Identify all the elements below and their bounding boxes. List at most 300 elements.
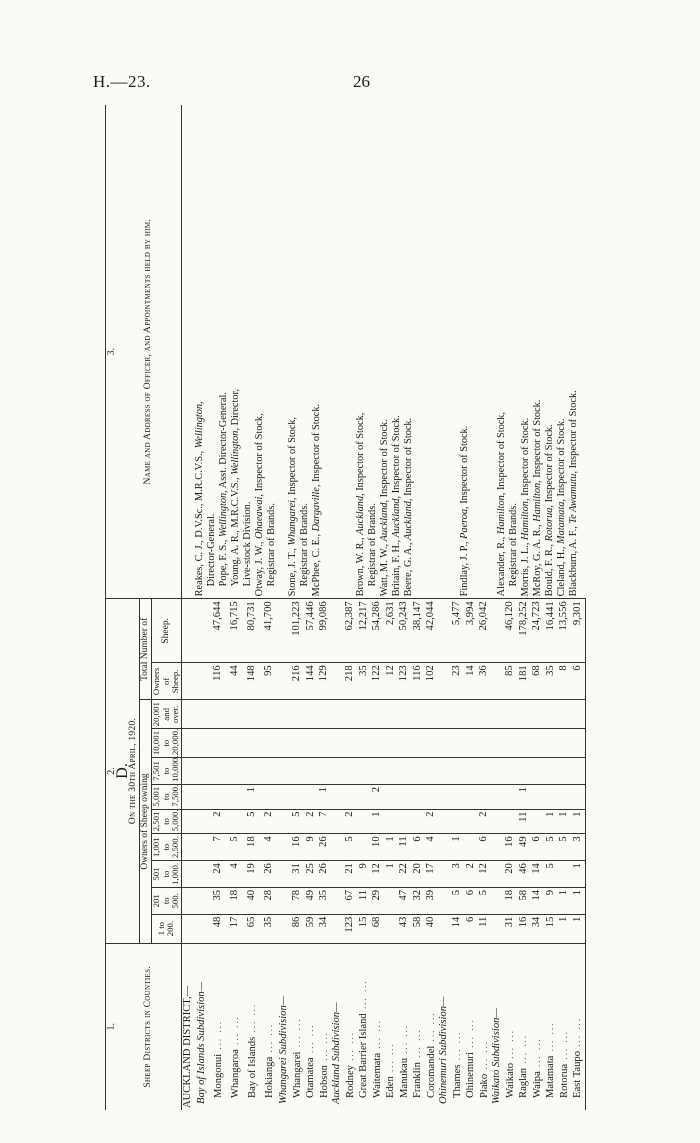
owners-count-cell bbox=[451, 784, 465, 809]
empty-cell bbox=[331, 887, 344, 914]
owners-count-cell bbox=[478, 700, 492, 729]
district-name-cell bbox=[291, 943, 305, 1110]
district-name: Otamatea bbox=[305, 1057, 316, 1098]
district-name: Whangarei bbox=[291, 1051, 303, 1098]
owners-count-cell: 2 bbox=[478, 809, 492, 834]
district-name-cell bbox=[558, 943, 572, 1110]
owners-count-cell: 2 bbox=[344, 809, 358, 834]
owners-count-cell: 65 bbox=[244, 914, 261, 943]
owners-count-cell: 32 bbox=[411, 887, 425, 914]
owners-count-cell bbox=[244, 758, 261, 785]
district-name-cell bbox=[478, 943, 492, 1110]
owners-count-cell: 12 bbox=[478, 861, 492, 888]
total-sheep-cell: 2,631 bbox=[384, 599, 398, 663]
owners-count-cell bbox=[398, 809, 412, 834]
total-sheep-cell: 101,223 bbox=[291, 599, 305, 663]
section-letter-row bbox=[117, 105, 140, 1110]
district-name-cell bbox=[571, 943, 585, 1110]
owners-count-cell bbox=[210, 700, 227, 729]
district-name: Piako bbox=[478, 1073, 490, 1098]
district-name: Waikato bbox=[504, 1062, 516, 1098]
owners-count-cell bbox=[398, 729, 412, 758]
total-sheep-cell: 26,042 bbox=[478, 599, 492, 663]
leader-dots: ... ... bbox=[318, 1031, 329, 1066]
total-owners-cell: 8 bbox=[558, 663, 572, 700]
empty-cell bbox=[331, 809, 344, 834]
owners-col: Owners of Sheep. bbox=[152, 663, 182, 700]
owners-count-cell bbox=[531, 784, 545, 809]
empty-cell bbox=[491, 834, 504, 861]
empty-cell bbox=[331, 599, 344, 663]
empty-cell bbox=[194, 887, 210, 914]
owners-count-cell: 3 bbox=[451, 861, 465, 888]
owners-count-cell bbox=[318, 729, 332, 758]
owners-count-cell: 11 bbox=[398, 834, 412, 861]
officer-line: Registrar of Brands. bbox=[266, 503, 277, 587]
total-sheep-cell: 178,252 bbox=[517, 599, 531, 663]
empty-cell bbox=[278, 700, 291, 729]
officer-line: Bould, F. R., Rotorua, Inspector of Stock. bbox=[544, 424, 555, 597]
leader-dots: ... ... bbox=[478, 1039, 489, 1074]
empty-cell bbox=[194, 599, 210, 663]
owners-count-cell bbox=[464, 729, 478, 758]
owners-count-cell bbox=[357, 834, 371, 861]
owners-count-cell bbox=[531, 700, 545, 729]
owners-count-cell: 20 bbox=[504, 861, 518, 888]
owners-count-cell bbox=[244, 700, 261, 729]
owners-count-cell: 1 bbox=[318, 784, 332, 809]
empty-cell bbox=[491, 914, 504, 943]
owners-count-cell: 35 bbox=[210, 887, 227, 914]
total-sheep-cell: 54,286 bbox=[371, 599, 385, 663]
officer-line: Morris, J. L., Hamilton, Inspector of Stock. bbox=[520, 417, 531, 597]
total-sheep-cell: 5,477 bbox=[451, 599, 465, 663]
owners-count-cell bbox=[571, 758, 585, 785]
owners-count-cell bbox=[504, 784, 518, 809]
owners-count-cell: 15 bbox=[544, 914, 558, 943]
owners-count-cell bbox=[464, 758, 478, 785]
owners-count-cell: 7 bbox=[210, 834, 227, 861]
owners-count-cell bbox=[425, 729, 439, 758]
owners-count-cell bbox=[291, 729, 305, 758]
district-name-cell bbox=[517, 943, 531, 1110]
owners-count-cell bbox=[261, 729, 278, 758]
owners-count-cell: 2 bbox=[425, 809, 439, 834]
total-sheep-cell: 62,387 bbox=[344, 599, 358, 663]
owners-count-cell bbox=[357, 784, 371, 809]
officer-line: Findlay, J. P., Paeroa, Inspector of Stock. bbox=[458, 425, 470, 597]
owners-count-cell: 7 bbox=[318, 809, 332, 834]
table-body bbox=[181, 105, 585, 1110]
owners-count-cell bbox=[531, 758, 545, 785]
owners-count-cell: 35 bbox=[318, 887, 332, 914]
owners-count-cell: 39 bbox=[425, 887, 439, 914]
rotated-table-container bbox=[105, 105, 635, 1110]
owners-count-cell bbox=[384, 700, 398, 729]
owners-count-cell: 11 bbox=[357, 887, 371, 914]
leader-dots: ... ... bbox=[263, 1022, 274, 1057]
owners-count-cell bbox=[227, 729, 244, 758]
owners-count-cell: 35 bbox=[261, 914, 278, 943]
owners-count-cell bbox=[544, 758, 558, 785]
leader-dots: ... ... bbox=[425, 1011, 436, 1046]
owners-count-cell: 1 bbox=[558, 809, 572, 834]
total-owners-cell: 181 bbox=[517, 663, 531, 700]
owners-count-cell: 20 bbox=[411, 861, 425, 888]
owners-count-cell bbox=[227, 809, 244, 834]
empty-cell bbox=[278, 758, 291, 785]
owners-header: Owners of Sheep owning bbox=[140, 700, 152, 943]
district-name-cell bbox=[261, 943, 278, 1110]
total-sheep-cell: 47,644 bbox=[210, 599, 227, 663]
owners-count-cell bbox=[464, 809, 478, 834]
owners-count-cell: 25 bbox=[304, 861, 318, 888]
subdivision-row bbox=[331, 105, 344, 1110]
district-name-cell bbox=[531, 943, 545, 1110]
owners-count-cell: 43 bbox=[398, 914, 412, 943]
empty-cell bbox=[331, 861, 344, 888]
owners-count-cell: 19 bbox=[244, 861, 261, 888]
officer-line: Britain, F. H., Auckland, Inspector of Stock. bbox=[390, 415, 402, 597]
empty-cell bbox=[278, 809, 291, 834]
district-name-cell bbox=[398, 943, 412, 1110]
owners-count-cell: 18 bbox=[504, 887, 518, 914]
report-code: H.—23. bbox=[93, 72, 151, 91]
owners-count-cell bbox=[384, 784, 398, 809]
owners-count-cell: 16 bbox=[517, 914, 531, 943]
owners-count-cell bbox=[411, 809, 425, 834]
officer-cell bbox=[194, 105, 278, 599]
empty-cell bbox=[181, 784, 194, 809]
empty-cell bbox=[491, 663, 504, 700]
subdivision-name: Bay of Islands Subdivision— bbox=[195, 981, 207, 1104]
owners-count-cell: 67 bbox=[344, 887, 358, 914]
district-name: Raglan bbox=[518, 1067, 529, 1098]
district-name-cell bbox=[318, 943, 332, 1110]
subdivision-row bbox=[278, 105, 291, 1110]
owners-count-cell: 34 bbox=[318, 914, 332, 943]
owners-count-cell bbox=[451, 758, 465, 785]
owners-count-cell bbox=[464, 784, 478, 809]
leader-dots: ... ... bbox=[291, 1017, 302, 1052]
owners-count-cell: 1 bbox=[244, 784, 261, 809]
officer-line: Blackburn, A. F., Te Awamutu, Inspector of Stock. bbox=[568, 390, 579, 597]
owners-count-cell: 86 bbox=[291, 914, 305, 943]
owners-count-cell: 40 bbox=[425, 914, 439, 943]
total-sheep-cell: 42,044 bbox=[425, 599, 439, 663]
owners-count-cell: 10 bbox=[371, 834, 385, 861]
owners-count-cell: 5 bbox=[244, 809, 261, 834]
empty-cell bbox=[278, 914, 291, 943]
empty-cell bbox=[181, 663, 194, 700]
owners-count-cell bbox=[227, 784, 244, 809]
col3-number: 3. bbox=[106, 105, 118, 599]
district-name: Bay of Islands bbox=[246, 1036, 258, 1098]
leader-dots: ... ... bbox=[229, 1015, 240, 1050]
owners-count-cell: 5 bbox=[227, 834, 244, 861]
empty-cell bbox=[491, 809, 504, 834]
owners-count-cell: 6 bbox=[411, 834, 425, 861]
empty-cell bbox=[194, 700, 210, 729]
empty-cell bbox=[491, 758, 504, 785]
total-sheep-cell: 99,086 bbox=[318, 599, 332, 663]
district-name: Eden bbox=[385, 1076, 396, 1098]
leader-dots: ... ... bbox=[412, 1028, 422, 1063]
owners-count-cell bbox=[244, 729, 261, 758]
owners-count-cell bbox=[411, 784, 425, 809]
owners-count-cell: 4 bbox=[425, 834, 439, 861]
district-name-cell bbox=[371, 943, 385, 1110]
leader-dots: ... ... bbox=[344, 1031, 355, 1066]
owners-count-cell bbox=[478, 784, 492, 809]
owners-count-cell bbox=[304, 784, 318, 809]
owners-count-cell: 48 bbox=[210, 914, 227, 943]
empty-cell bbox=[194, 663, 210, 700]
owners-count-cell bbox=[291, 758, 305, 785]
range-header: 1,001 to 2,500. bbox=[152, 834, 182, 861]
owners-count-cell bbox=[357, 729, 371, 758]
owners-count-cell bbox=[261, 784, 278, 809]
owners-count-cell: 1 bbox=[384, 861, 398, 888]
owners-count-cell bbox=[504, 809, 518, 834]
owners-count-cell bbox=[425, 700, 439, 729]
owners-count-cell: 11 bbox=[517, 809, 531, 834]
owners-count-cell bbox=[558, 700, 572, 729]
leader-dots: ... ... bbox=[451, 1030, 462, 1065]
total-owners-cell: 218 bbox=[344, 663, 358, 700]
owners-count-cell: 18 bbox=[227, 887, 244, 914]
total-owners-cell: 102 bbox=[425, 663, 439, 700]
range-header: 1 to 200. bbox=[152, 914, 182, 943]
owners-count-cell: 1 bbox=[558, 914, 572, 943]
empty-cell bbox=[438, 809, 451, 834]
district-name: Thames bbox=[451, 1064, 463, 1098]
empty-cell bbox=[181, 599, 194, 663]
total-owners-cell: 36 bbox=[478, 663, 492, 700]
total-owners-cell: 23 bbox=[451, 663, 465, 700]
subdivision-row bbox=[438, 105, 451, 1110]
empty-cell bbox=[491, 861, 504, 888]
owners-count-cell: 46 bbox=[517, 861, 531, 888]
officer-line: Alexander, R., Hamilton, Inspector of Stock, bbox=[496, 411, 507, 597]
range-header: 7,501 to 10,000. bbox=[152, 758, 182, 785]
owners-count-cell bbox=[344, 758, 358, 785]
leader-dots: ... ... bbox=[572, 1016, 582, 1051]
owners-count-cell: 9 bbox=[357, 861, 371, 888]
empty-cell bbox=[181, 758, 194, 785]
owners-count-cell bbox=[304, 729, 318, 758]
owners-count-cell: 1 bbox=[571, 887, 585, 914]
total-owners-cell: 144 bbox=[304, 663, 318, 700]
owners-count-cell: 1 bbox=[544, 809, 558, 834]
sheep-col: Sheep. bbox=[152, 599, 182, 663]
owners-count-cell: 31 bbox=[291, 861, 305, 888]
owners-count-cell bbox=[398, 784, 412, 809]
owners-count-cell: 1 bbox=[371, 809, 385, 834]
owners-count-cell bbox=[398, 758, 412, 785]
owners-count-cell bbox=[517, 700, 531, 729]
owners-count-cell: 12 bbox=[371, 861, 385, 888]
empty-cell bbox=[278, 663, 291, 700]
total-header: Total Number of bbox=[140, 599, 152, 700]
empty-cell bbox=[491, 599, 504, 663]
officer-line: Live-stock Division. bbox=[242, 501, 253, 587]
subdivision-row bbox=[491, 105, 504, 1110]
officer-line: Otway, J. W., Ohaeawai, Inspector of Stock, bbox=[254, 413, 265, 597]
empty-cell bbox=[491, 700, 504, 729]
owners-count-cell: 31 bbox=[504, 914, 518, 943]
district-name-cell bbox=[227, 943, 244, 1110]
total-owners-cell: 123 bbox=[398, 663, 412, 700]
owners-count-cell: 5 bbox=[558, 834, 572, 861]
leader-dots: ... ... bbox=[558, 1029, 569, 1064]
owners-count-cell: 3 bbox=[571, 834, 585, 861]
empty-cell bbox=[181, 700, 194, 729]
owners-count-cell: 1 bbox=[571, 809, 585, 834]
total-owners-cell: 216 bbox=[291, 663, 305, 700]
empty-cell bbox=[278, 861, 291, 888]
owners-count-cell: 2 bbox=[371, 784, 385, 809]
owners-count-cell: 1 bbox=[384, 834, 398, 861]
owners-count-cell: 6 bbox=[464, 914, 478, 943]
owners-count-cell bbox=[558, 729, 572, 758]
total-owners-cell: 14 bbox=[464, 663, 478, 700]
officer-line: Cleland, H., Matamata, Inspector of Stock. bbox=[556, 418, 567, 597]
empty-cell bbox=[331, 663, 344, 700]
owners-count-cell: 9 bbox=[304, 834, 318, 861]
owners-count-cell bbox=[451, 700, 465, 729]
owners-count-cell: 26 bbox=[318, 834, 332, 861]
empty-cell bbox=[181, 809, 194, 834]
owners-count-cell bbox=[571, 700, 585, 729]
owners-count-cell: 1 bbox=[451, 834, 465, 861]
owners-count-cell bbox=[504, 700, 518, 729]
owners-count-cell bbox=[357, 809, 371, 834]
total-owners-cell: 122 bbox=[371, 663, 385, 700]
leader-dots: ... ... bbox=[398, 1023, 409, 1058]
col2-header: On the 30th April, 1920. bbox=[128, 717, 138, 825]
officer-line: Watt, M. W., Auckland, Inspector of Stock. bbox=[378, 419, 390, 597]
owners-count-cell: 26 bbox=[261, 861, 278, 888]
owners-count-cell bbox=[384, 887, 398, 914]
column-number-row bbox=[106, 105, 118, 1110]
officer-line: McRoy, G. A. R., Hamilton, Inspector of Stock. bbox=[532, 399, 543, 597]
owners-count-cell bbox=[210, 729, 227, 758]
district-title: AUCKLAND DISTRICT,— bbox=[181, 985, 193, 1108]
leader-dots: ... ... bbox=[246, 1002, 257, 1037]
section-letter: D. bbox=[114, 763, 131, 779]
subdivision-row bbox=[194, 105, 210, 1110]
officer-line: Director-General. bbox=[206, 513, 217, 587]
owners-count-cell bbox=[291, 784, 305, 809]
owners-count-cell: 5 bbox=[544, 834, 558, 861]
owners-count-cell: 9 bbox=[544, 887, 558, 914]
empty-cell bbox=[181, 914, 194, 943]
owners-count-cell bbox=[451, 729, 465, 758]
owners-count-cell: 28 bbox=[261, 887, 278, 914]
range-header: 5,001 to 7,500. bbox=[152, 784, 182, 809]
owners-count-cell bbox=[227, 700, 244, 729]
district-name: Franklin bbox=[412, 1062, 423, 1098]
owners-count-cell bbox=[210, 784, 227, 809]
empty-cell bbox=[438, 700, 451, 729]
range-header: 20,001 and over. bbox=[152, 700, 182, 729]
total-sheep-cell: 50,243 bbox=[398, 599, 412, 663]
empty-cell bbox=[331, 700, 344, 729]
owners-count-cell: 15 bbox=[357, 914, 371, 943]
empty-cell bbox=[438, 834, 451, 861]
owners-count-cell bbox=[371, 758, 385, 785]
district-name: East Taupo bbox=[572, 1050, 583, 1098]
district-name: Mongonui bbox=[212, 1053, 224, 1098]
leader-dots: ... ... bbox=[358, 979, 368, 1014]
owners-count-cell: 26 bbox=[318, 861, 332, 888]
officer-line: Registrar of Brands. bbox=[298, 503, 310, 587]
owners-count-cell bbox=[318, 758, 332, 785]
owners-count-cell: 123 bbox=[344, 914, 358, 943]
owners-count-cell bbox=[558, 784, 572, 809]
owners-count-cell: 40 bbox=[244, 887, 261, 914]
owners-count-cell: 5 bbox=[544, 861, 558, 888]
officer-line: Reakes, C. J., D.V.Sc., M.R.C.V.S., Wellington, bbox=[194, 401, 205, 597]
owners-count-cell bbox=[227, 758, 244, 785]
owners-count-cell: 34 bbox=[531, 914, 545, 943]
owners-count-cell bbox=[451, 809, 465, 834]
total-owners-cell: 129 bbox=[318, 663, 332, 700]
owners-count-cell bbox=[464, 700, 478, 729]
officer-line: Registrar of Brands. bbox=[366, 503, 378, 587]
owners-count-cell: 6 bbox=[478, 834, 492, 861]
district-name: Ohinemuri bbox=[465, 1052, 476, 1098]
owners-count-cell bbox=[371, 729, 385, 758]
subdivision-name: Ohinemuri Subdivision— bbox=[438, 996, 449, 1104]
owners-count-cell bbox=[411, 700, 425, 729]
leader-dots: ... ... bbox=[504, 1028, 515, 1063]
empty-cell bbox=[491, 887, 504, 914]
district-name-cell bbox=[425, 943, 439, 1110]
range-header: 201 to 500. bbox=[152, 887, 182, 914]
district-name-cell bbox=[464, 943, 478, 1110]
total-sheep-cell: 3,994 bbox=[464, 599, 478, 663]
range-header: 501 to 1,000. bbox=[152, 861, 182, 888]
owners-count-cell bbox=[411, 729, 425, 758]
owners-count-cell: 6 bbox=[464, 887, 478, 914]
district-name: Rotorua bbox=[558, 1063, 570, 1098]
district-name-cell bbox=[210, 943, 227, 1110]
total-sheep-cell: 38,147 bbox=[411, 599, 425, 663]
owners-count-cell: 2 bbox=[261, 809, 278, 834]
owners-count-cell bbox=[318, 700, 332, 729]
district-row bbox=[181, 105, 194, 1110]
empty-cell bbox=[181, 834, 194, 861]
empty-cell bbox=[278, 834, 291, 861]
district-name: Waitemata bbox=[371, 1052, 383, 1098]
owners-count-cell: 5 bbox=[451, 887, 465, 914]
total-owners-cell: 12 bbox=[384, 663, 398, 700]
total-sheep-cell: 46,120 bbox=[504, 599, 518, 663]
owners-count-cell bbox=[531, 809, 545, 834]
owners-count-cell bbox=[357, 700, 371, 729]
owners-count-cell bbox=[304, 700, 318, 729]
district-name: Waipa bbox=[531, 1071, 543, 1098]
officer-line: Beere, G. A., Auckland, Inspector of Stock. bbox=[402, 417, 414, 597]
col1-header: Sheep Districts in Counties. bbox=[143, 966, 154, 1088]
col1-number: 1. bbox=[106, 943, 118, 1110]
officer-cell bbox=[278, 105, 331, 599]
leader-dots: ... ... bbox=[531, 1037, 542, 1072]
owners-count-cell bbox=[504, 729, 518, 758]
empty-cell bbox=[331, 914, 344, 943]
